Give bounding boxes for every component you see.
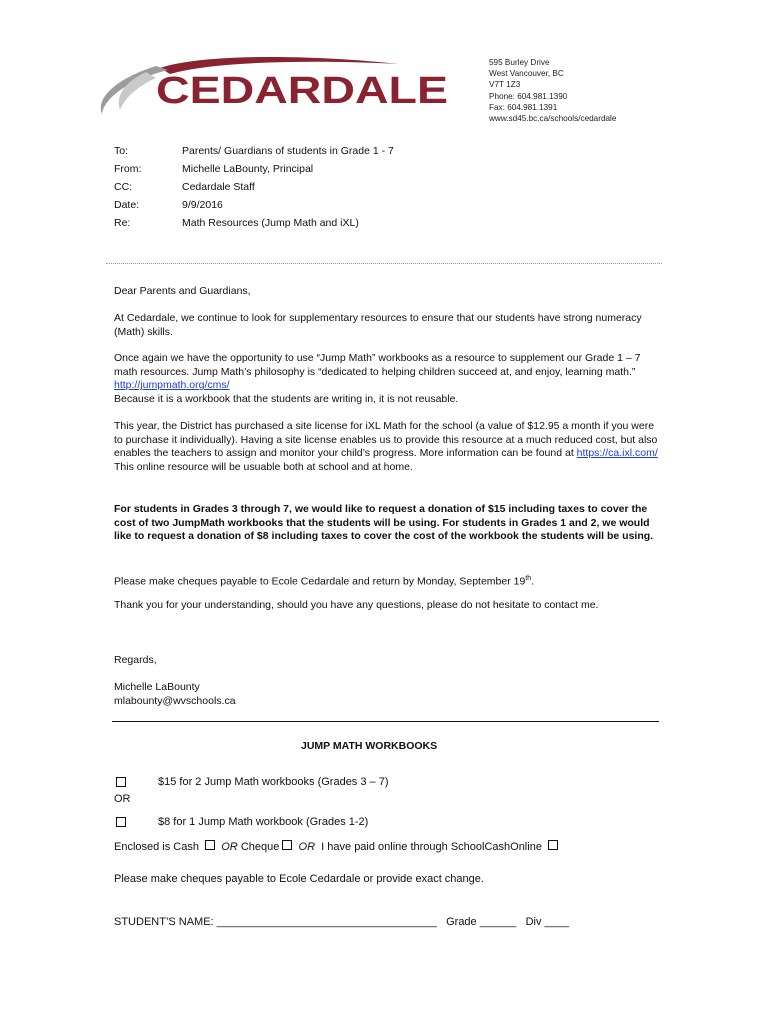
option-15-checkbox[interactable] [116, 777, 126, 790]
logo-text: CEDARDALE [156, 70, 448, 112]
cheque-checkbox[interactable] [282, 840, 292, 850]
paragraph-2 [114, 352, 656, 406]
closing: Regards, [114, 654, 157, 666]
to-label: To: [114, 145, 129, 157]
paragraph-5 [114, 572, 674, 589]
header-divider [106, 263, 662, 264]
cash-label: Enclosed is Cash [114, 841, 199, 853]
student-info-row [114, 916, 569, 928]
thanks-text: Thank you for your understanding, should you have any questions, please do not hesitate to contact me. [114, 599, 599, 611]
cc-value: Cedardale Staff [182, 181, 255, 193]
re-value: Math Resources (Jump Math and iXL) [182, 217, 359, 229]
paragraph-1 [114, 312, 642, 339]
cheque-instruction-end: . [531, 575, 535, 588]
form-divider [112, 721, 659, 722]
address-fax: Fax: 604.981.1391 [489, 102, 558, 112]
or-label: OR [114, 793, 131, 805]
paragraph-3-end: This online resource will be usuable both at school and at home. [114, 460, 413, 473]
option-8-checkbox[interactable] [116, 817, 126, 830]
paragraph-2-text: Once again we have the opportunity to use “Jump Math” workbooks as a resource to supplement our Grade 1 – 7 math resources. Jump Math’s philosophy is “dedicated to helping children succeed at, and enjoy, learning math.” [114, 352, 641, 378]
signature-name: Michelle LaBounty [114, 681, 200, 693]
payment-method-row [114, 840, 558, 853]
paragraph-2-note: Because it is a workbook that the students are writing in, it is not reusable. [114, 392, 459, 405]
cheque-instruction: Please make cheques payable to Ecole Cedardale and return by Monday, September 19 [114, 575, 526, 588]
cheque-label: Cheque [240, 841, 280, 853]
form-title: JUMP MATH WORKBOOKS [301, 740, 438, 752]
div-field[interactable]: Div ____ [525, 916, 570, 928]
from-label: From: [114, 163, 142, 175]
donation-request-text: For students in Grades 3 through 7, we would like to request a donation of $15 including taxes to cover the cost of two JumpMath workbooks that the students will be using. For students in Grades 1 and 2, we would like to request a donation of $8 including taxes to cover the cost of the workbook the students will be using. [114, 503, 654, 543]
cc-label: CC: [114, 181, 133, 193]
or-italic-1: OR [221, 841, 238, 853]
address-web: www.sd45.bc.ca/schools/cedardale [489, 114, 617, 124]
address-city: West Vancouver, BC [489, 69, 564, 79]
from-value: Michelle LaBounty, Principal [182, 163, 314, 175]
date-ordinal: th [525, 575, 532, 582]
re-label: Re: [114, 217, 131, 229]
ixl-link[interactable]: https://ca.ixl.com/ [576, 447, 658, 460]
school-address [489, 57, 616, 124]
paragraph-3-text: This year, the District has purchased a site license for iXL Math for the school (a value of $12.95 a month if you were to purchase it individually). Having a site license enables us to provide this resource at a much reduced cost, but also enables the teachers to assign and monitor your child’s progress. More information can be found at [114, 420, 658, 460]
option-8-label: $8 for 1 Jump Math workbook (Grades 1-2) [158, 816, 369, 828]
grade-field[interactable]: Grade ______ [446, 916, 517, 928]
option-15-label: $15 for 2 Jump Math workbooks (Grades 3 – 7) [158, 776, 389, 788]
address-phone: Phone: 604.981.1390 [489, 91, 568, 101]
or-italic-2: OR [298, 841, 316, 853]
date-label: Date: [114, 199, 140, 211]
address-street: 595 Burley Drive [489, 58, 550, 67]
online-label: I have paid online through SchoolCashOnline [321, 841, 542, 853]
jumpmath-link[interactable]: http://jumpmath.org/cms/ [114, 379, 230, 392]
paragraph-4 [114, 503, 662, 544]
cash-checkbox[interactable] [205, 840, 215, 850]
date-value: 9/9/2016 [182, 199, 223, 211]
address-postal: V7T 1Z3 [489, 80, 521, 90]
paragraph-3 [114, 420, 662, 474]
paragraph-6 [114, 599, 654, 613]
to-value: Parents/ Guardians of students in Grade 1 - 7 [182, 145, 394, 157]
payable-note: Please make cheques payable to Ecole Cedardale or provide exact change. [114, 873, 484, 885]
student-name-field[interactable]: STUDENT’S NAME: ____________________________________ [114, 916, 437, 928]
logo-swoosh-light [119, 72, 156, 110]
cedardale-logo [98, 56, 458, 118]
salutation: Dear Parents and Guardians, [114, 285, 251, 297]
paragraph-1-text: At Cedardale, we continue to look for supplementary resources to ensure that our students have strong numeracy (Math) skills. [114, 312, 642, 338]
online-checkbox[interactable] [548, 840, 558, 850]
signature-email: mlabounty@wvschools.ca [114, 695, 236, 707]
